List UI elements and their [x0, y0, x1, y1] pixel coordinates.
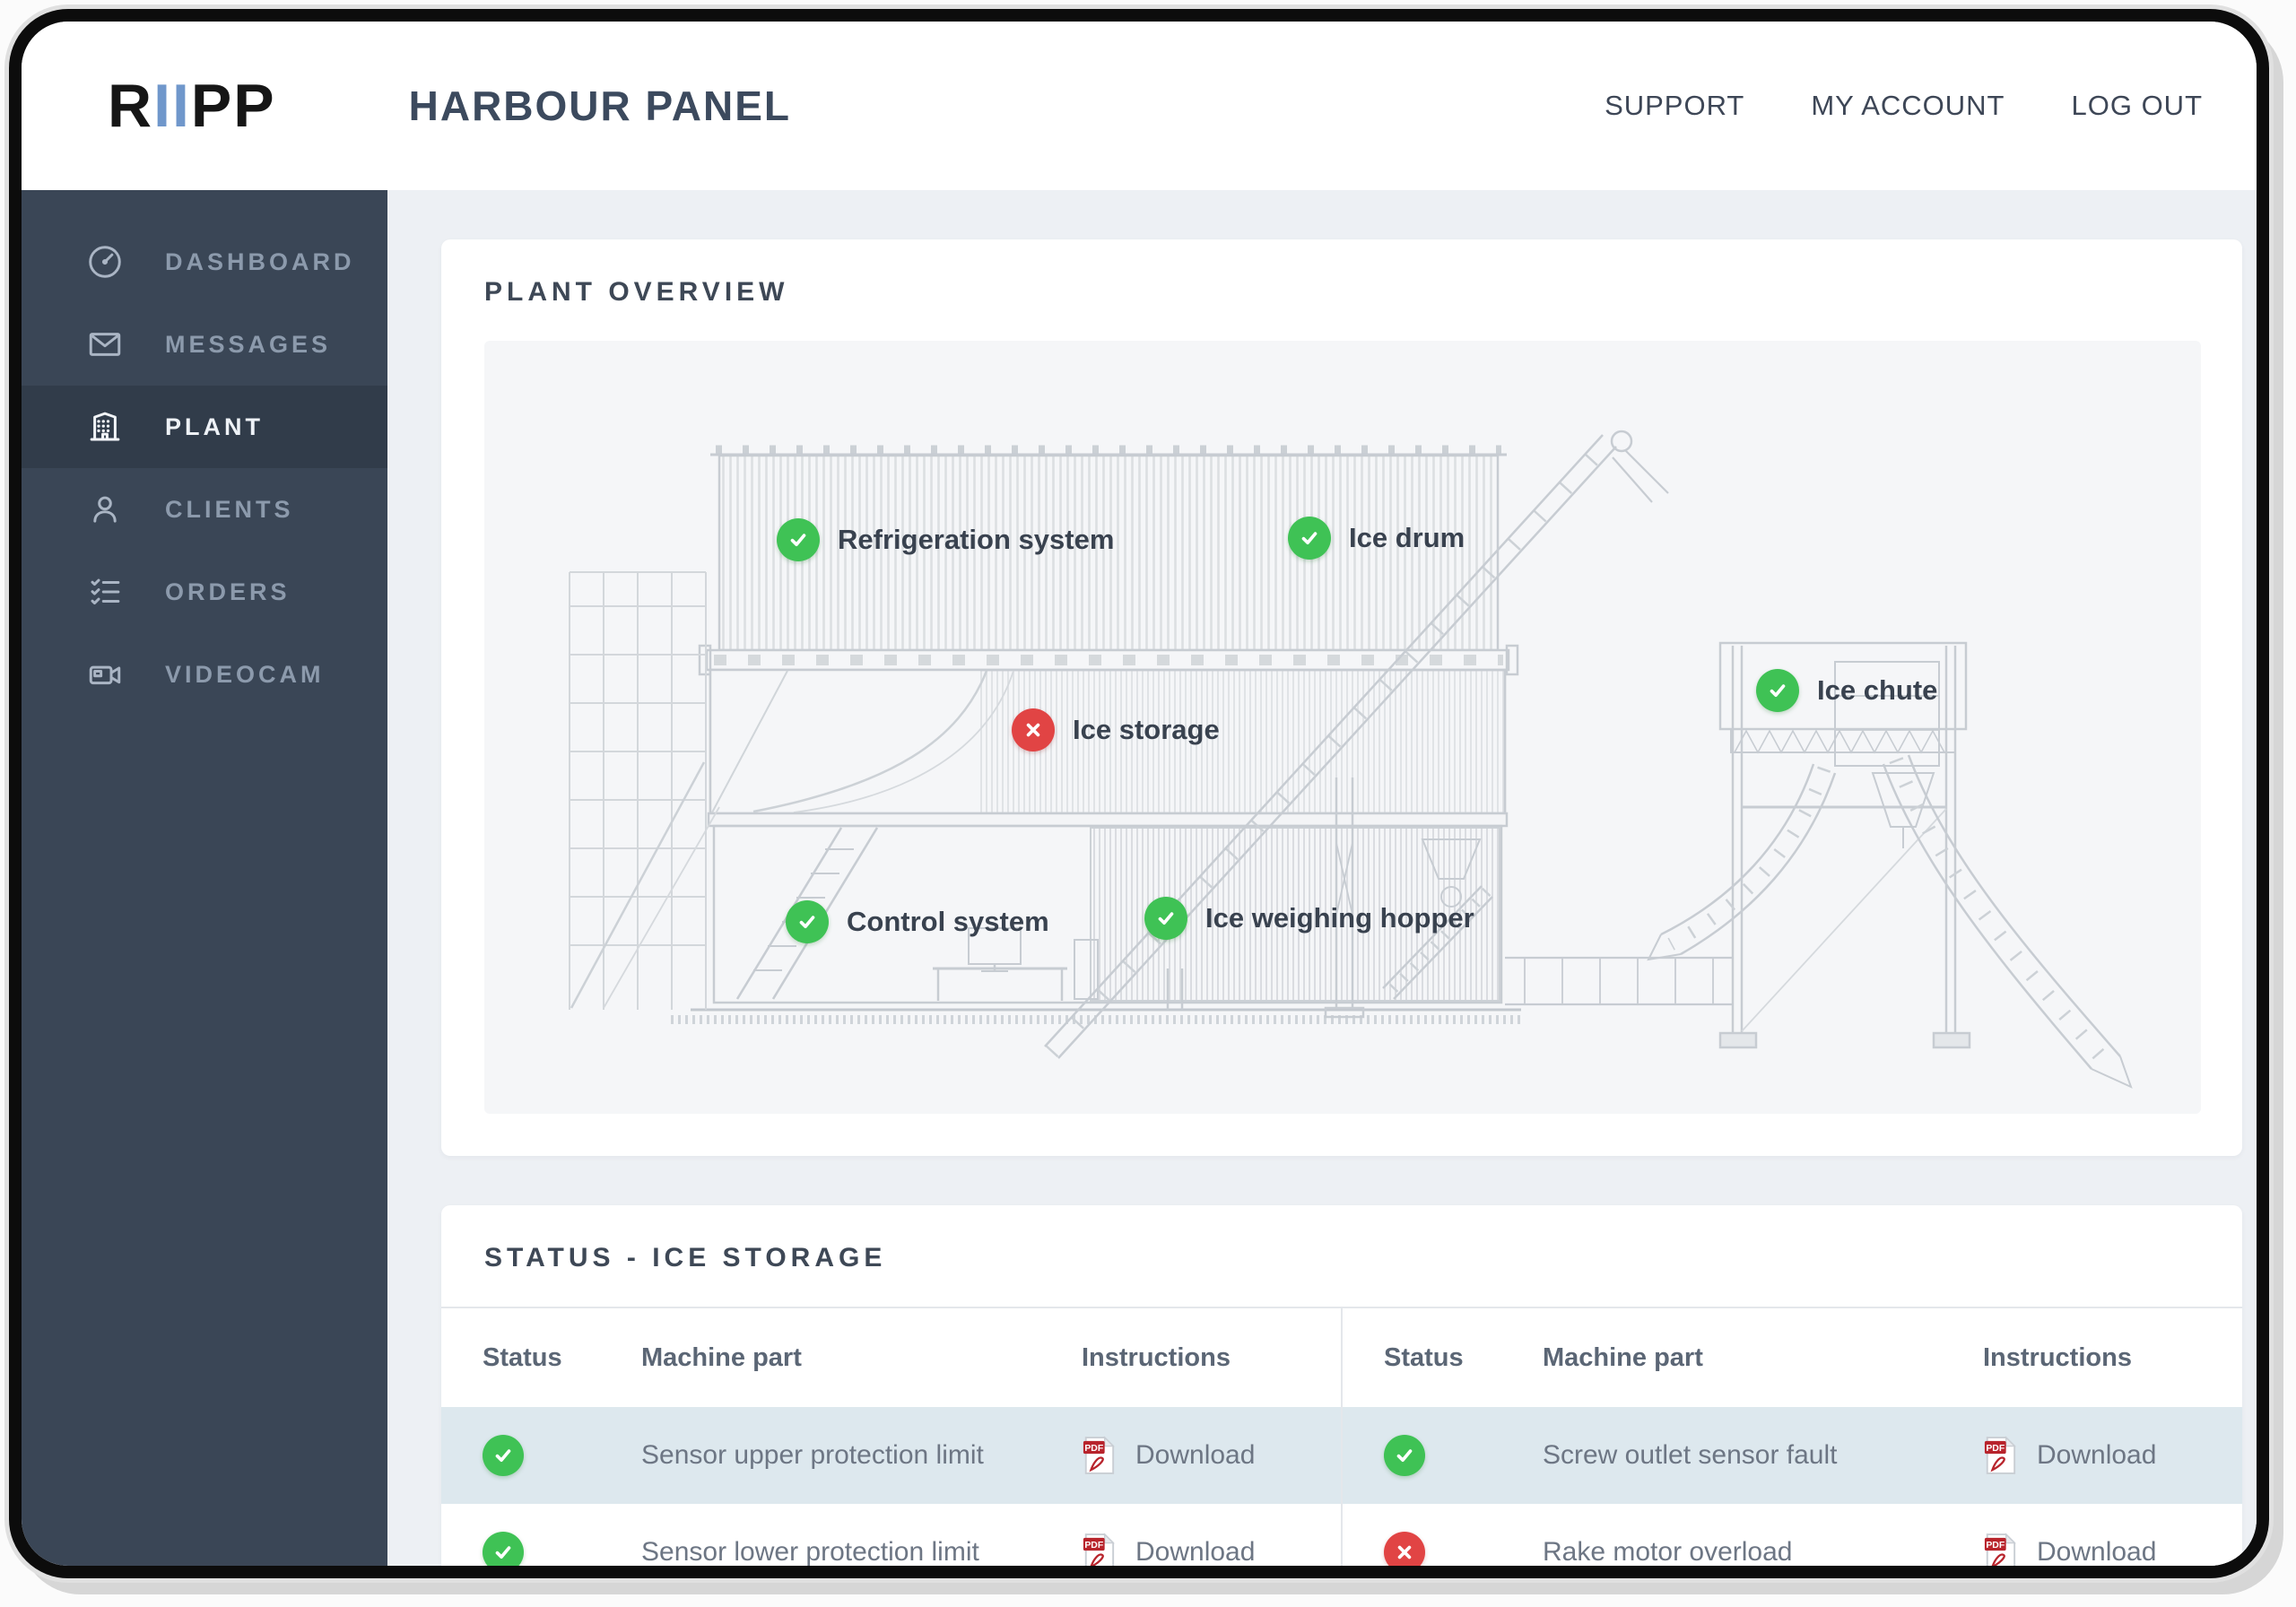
table-header — [441, 1308, 1341, 1407]
nav-my-account[interactable]: MY ACCOUNT — [1811, 90, 2005, 121]
device-frame — [9, 9, 2269, 1578]
building-icon — [86, 408, 124, 446]
pdf-icon — [1082, 1531, 1116, 1566]
table-row — [1343, 1407, 2242, 1504]
col-machine-part: Machine part — [641, 1342, 802, 1372]
marker-label: Refrigeration system — [838, 524, 1115, 555]
marker-label: Control system — [847, 906, 1049, 937]
status-card — [441, 1205, 2242, 1566]
status-ok-icon — [483, 1532, 524, 1566]
sidebar-item-orders[interactable] — [22, 551, 387, 633]
status-table-right — [1343, 1308, 2242, 1566]
sidebar-item-label: DASHBOARD — [165, 248, 355, 275]
marker-control-system[interactable] — [786, 900, 1049, 943]
nav-log-out[interactable]: LOG OUT — [2071, 90, 2203, 121]
machine-part-cell: Sensor lower protection limit — [641, 1537, 979, 1566]
pdf-icon — [1082, 1434, 1116, 1477]
status-title: STATUS - ICE STORAGE — [484, 1243, 887, 1273]
sidebar-item-label: CLIENTS — [165, 495, 294, 523]
status-ok-icon — [1384, 1435, 1425, 1476]
marker-refrigeration-system[interactable] — [777, 518, 1114, 561]
download-label: Download — [1135, 1440, 1256, 1470]
svg-text:PDF: PDF — [1986, 1443, 2005, 1454]
svg-text:PDF: PDF — [1986, 1540, 2005, 1551]
download-label: Download — [2037, 1440, 2157, 1470]
machine-part-cell: Rake motor overload — [1543, 1537, 1793, 1566]
col-machine-part: Machine part — [1543, 1342, 1703, 1372]
sidebar-item-plant[interactable] — [22, 386, 387, 468]
status-ok-icon — [483, 1435, 524, 1476]
download-link[interactable] — [1983, 1434, 2242, 1477]
marker-ice-storage[interactable] — [1012, 708, 1220, 751]
marker-label: Ice chute — [1817, 674, 1938, 706]
content-area — [387, 190, 2257, 1566]
plant-overview-card — [441, 239, 2242, 1156]
top-nav — [1605, 90, 2203, 122]
status-error-icon — [1012, 708, 1055, 751]
machine-part-cell: Sensor upper protection limit — [641, 1440, 984, 1470]
status-ok-icon — [786, 900, 829, 943]
page-title: HARBOUR PANEL — [408, 83, 791, 129]
screen — [22, 22, 2257, 1566]
checklist-icon — [86, 573, 124, 611]
status-ok-icon — [1144, 897, 1187, 940]
download-link[interactable] — [1983, 1531, 2242, 1566]
status-error-icon — [1384, 1532, 1425, 1566]
status-ok-icon — [777, 518, 820, 561]
sidebar-item-messages[interactable] — [22, 303, 387, 386]
download-link[interactable] — [1082, 1531, 1341, 1566]
table-row — [441, 1407, 1341, 1504]
envelope-icon — [86, 326, 124, 363]
svg-text:PDF: PDF — [1084, 1540, 1104, 1551]
status-tables — [441, 1307, 2242, 1566]
sidebar-item-dashboard[interactable] — [22, 221, 387, 303]
download-label: Download — [2037, 1537, 2157, 1566]
status-table-left — [441, 1308, 1343, 1566]
table-header — [1343, 1308, 2242, 1407]
sidebar-item-label: VIDEOCAM — [165, 660, 325, 688]
marker-ice-weighing-hopper[interactable] — [1144, 897, 1474, 940]
main-area — [22, 190, 2257, 1566]
gauge-icon — [86, 243, 124, 281]
logo-part-ii: II — [153, 72, 191, 140]
videocam-icon — [86, 656, 124, 693]
top-bar — [22, 22, 2257, 190]
pdf-icon — [1983, 1531, 2017, 1566]
status-ok-icon — [1756, 669, 1799, 712]
download-link[interactable] — [1082, 1434, 1341, 1477]
marker-label: Ice drum — [1349, 522, 1465, 553]
marker-label: Ice storage — [1073, 714, 1220, 745]
marker-ice-chute[interactable] — [1756, 669, 1937, 712]
nav-support[interactable]: SUPPORT — [1605, 90, 1745, 121]
status-ok-icon — [1288, 517, 1331, 560]
pdf-icon — [1983, 1434, 2017, 1477]
logo-part-r: R — [108, 72, 154, 140]
plant-overview-title: PLANT OVERVIEW — [484, 277, 789, 307]
brand-logo — [108, 71, 276, 141]
sidebar-item-label: MESSAGES — [165, 330, 332, 358]
col-instructions: Instructions — [1983, 1342, 2132, 1372]
sidebar-item-label: ORDERS — [165, 578, 291, 605]
col-status: Status — [1384, 1342, 1464, 1372]
table-row — [441, 1504, 1341, 1566]
logo-part-pp: PP — [190, 72, 276, 140]
person-icon — [86, 491, 124, 528]
sidebar — [22, 190, 387, 1566]
table-row — [1343, 1504, 2242, 1566]
col-status: Status — [483, 1342, 562, 1372]
plant-drawing — [484, 341, 2201, 1114]
download-label: Download — [1135, 1537, 1256, 1566]
sidebar-item-videocam[interactable] — [22, 633, 387, 716]
machine-part-cell: Screw outlet sensor fault — [1543, 1440, 1838, 1470]
plant-diagram — [484, 341, 2201, 1114]
svg-text:PDF: PDF — [1084, 1443, 1104, 1454]
marker-ice-drum[interactable] — [1288, 517, 1465, 560]
marker-label: Ice weighing hopper — [1205, 902, 1474, 934]
sidebar-item-clients[interactable] — [22, 468, 387, 551]
sidebar-item-label: PLANT — [165, 413, 264, 440]
col-instructions: Instructions — [1082, 1342, 1231, 1372]
